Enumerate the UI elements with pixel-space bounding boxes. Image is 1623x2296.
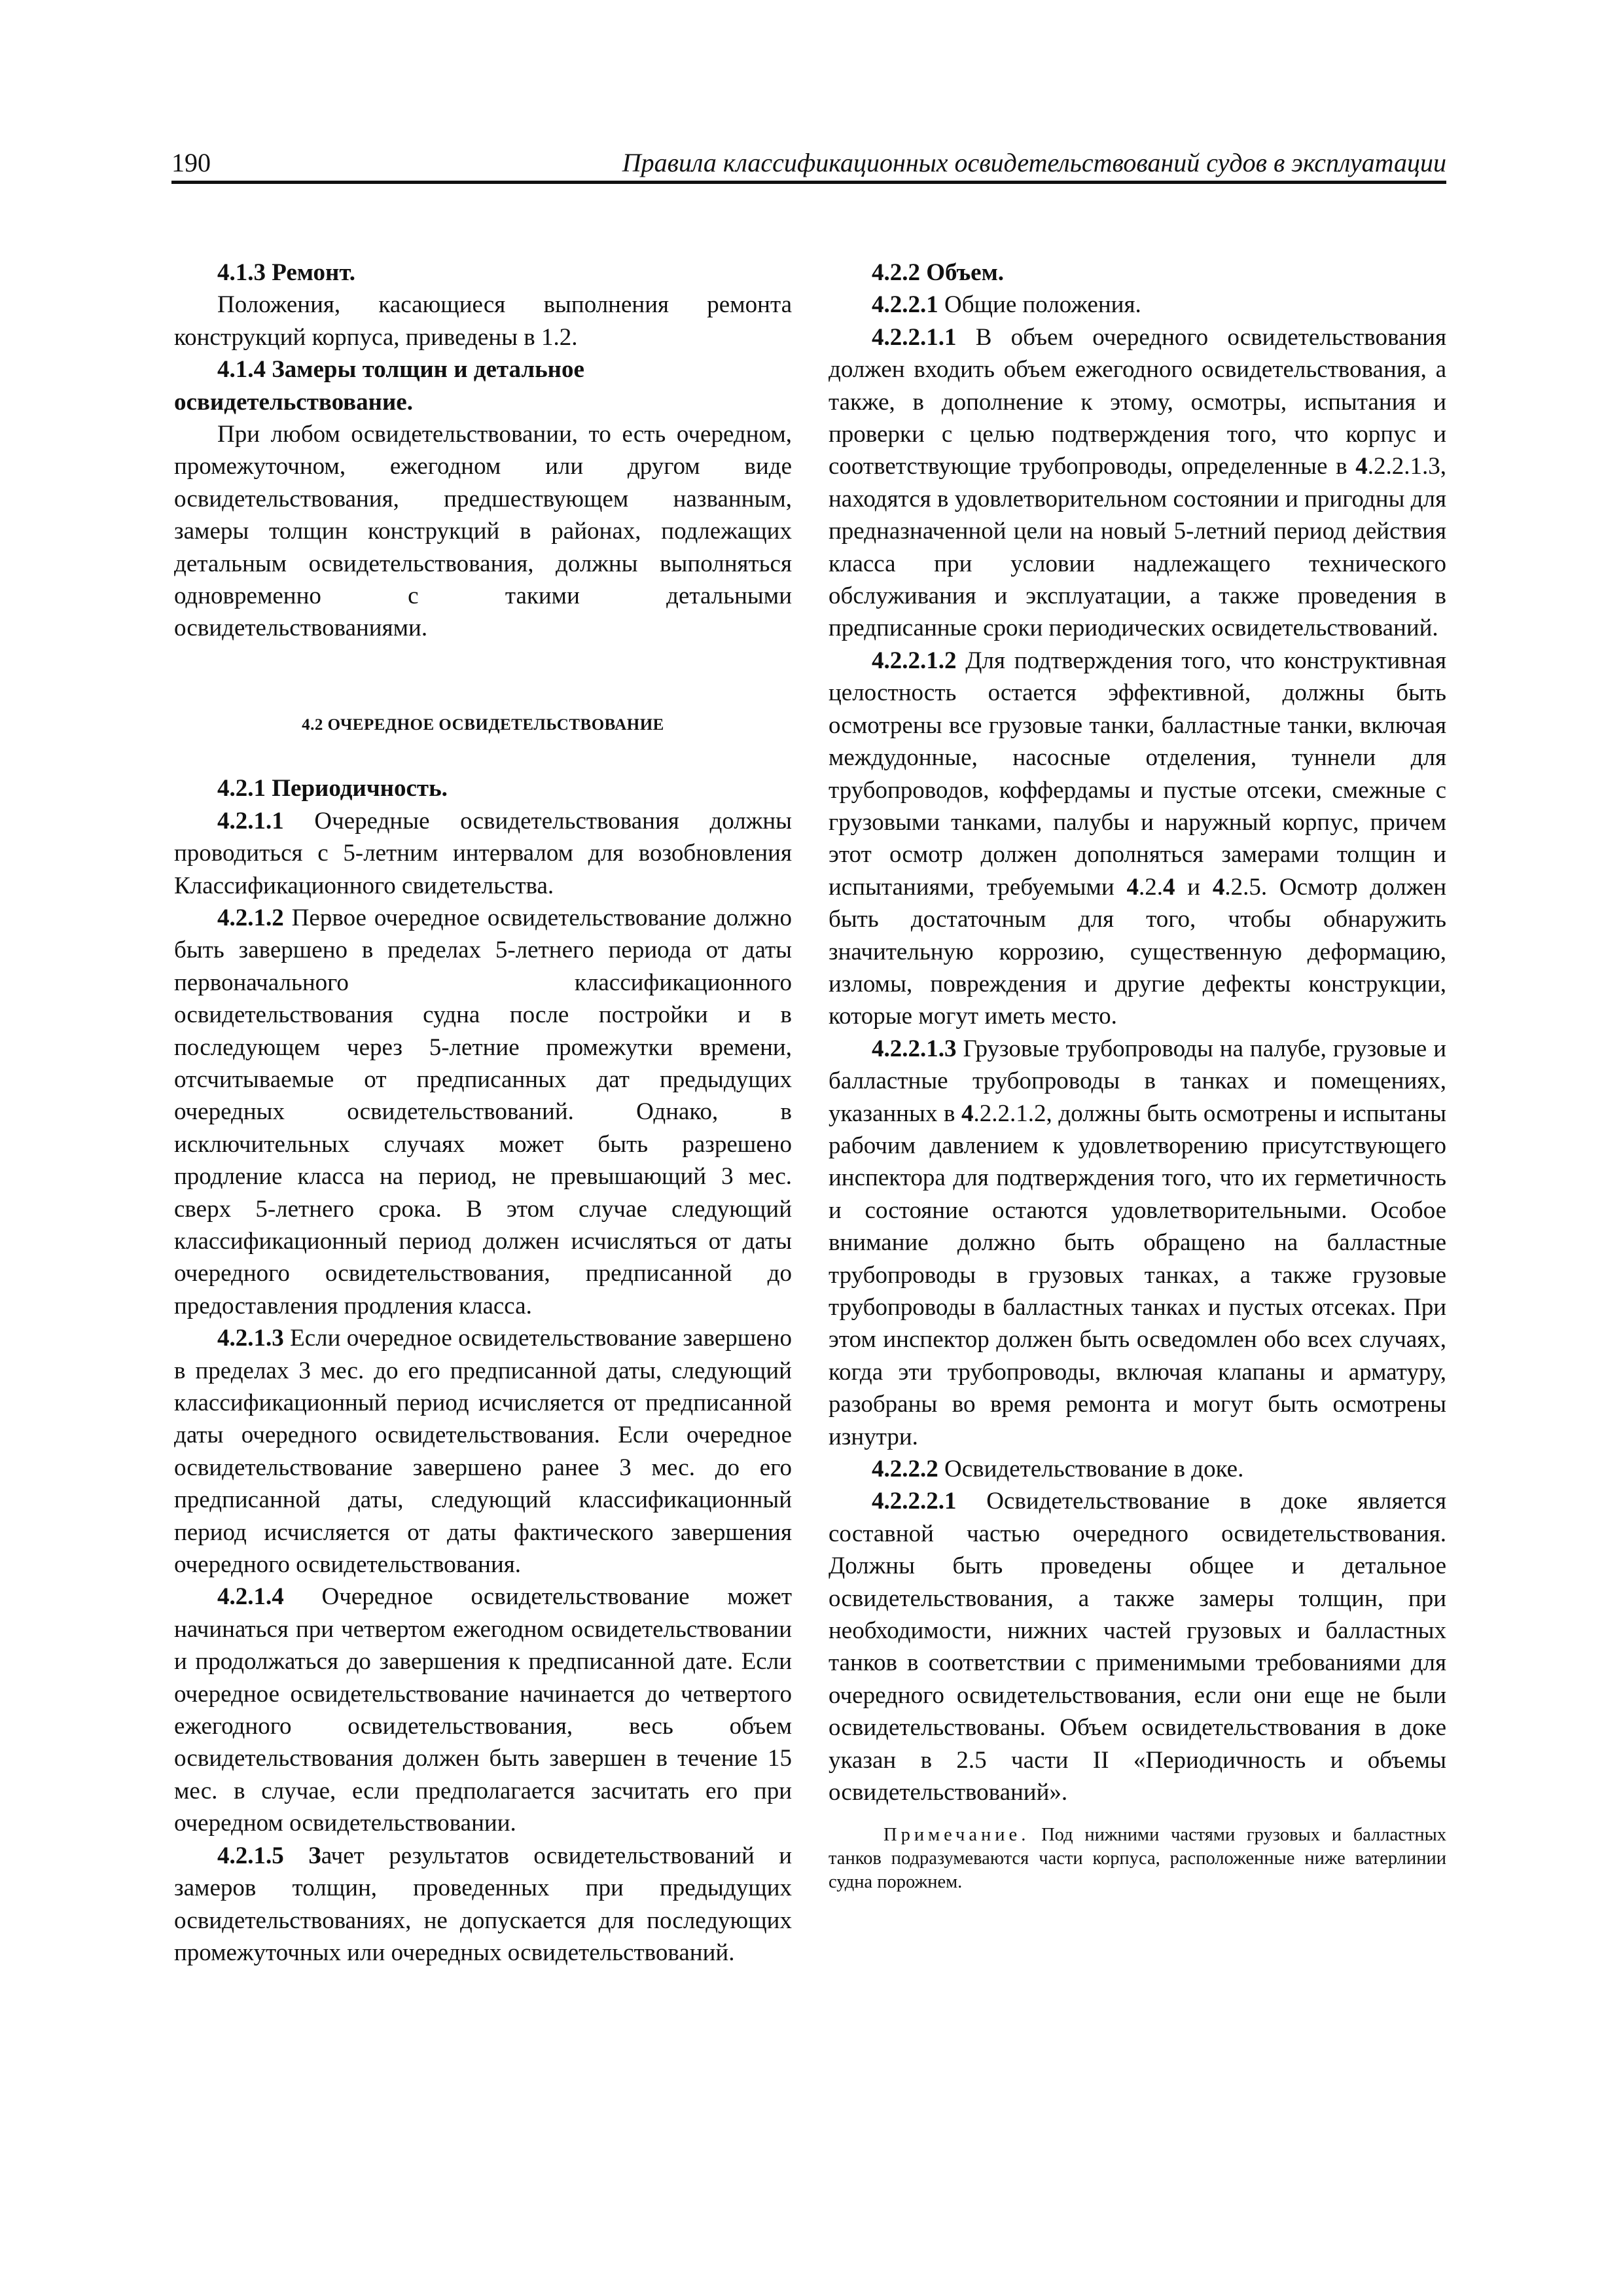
paragraph-4-2-2-2 <box>829 1453 1446 1485</box>
clause-number: 4.2.2.1 <box>872 291 938 319</box>
clause-text: Первое очередное освидетельствование должно быть завершено в пределах 5-летнего периода от даты первоначального классификационного освидетельствования судна после постройки и в последующем через 5-летние промежутки времени, отсчитываемые от предписанных дат предыдущих очередных освидетельствований. Однако, в исключительных случаях может быть разрешено продление класса на период, не превышающий 3 мес. сверх 5-летнего срока. В этом случае следующий классификационный период должен исчисляться от даты очередного освидетельствования, предписанной до предоставления продления класса. <box>174 904 792 1319</box>
heading-4-1-4: 4.1.4 Замеры толщин и детальное освидетельствование. <box>174 356 584 416</box>
clause-number: 4.2.2.1.2 <box>872 647 957 674</box>
page-number: 190 <box>171 148 211 177</box>
clause-text: Освидетельствование в доке является составной частью очередного освидетельствования. Должны быть проведены общее и детальное освидетельствования, а также замеры толщин, при необходимости, нижних частей грузовых и балластных танков в соответствии с применимыми требованиями для очередного освидетельствования, если они еще не были освидетельствованы. Объем освидетельствования в доке указан в 2.5 части II «Периодичность и объемы освидетельствований». <box>829 1488 1446 1806</box>
clause-number: 4.2.1.1 <box>217 807 284 834</box>
right-column <box>829 257 1446 1894</box>
note-label: Примечание. <box>883 1824 1030 1845</box>
ref-bold: 4 <box>961 1100 974 1127</box>
ref-rest: .2.2.1.3 <box>1367 453 1440 480</box>
spacer <box>174 741 792 772</box>
heading-4-2-1: 4.2.1 Периодичность. <box>217 775 448 802</box>
clause-text: Общие положения. <box>938 291 1141 319</box>
paragraph-4-2-1-5 <box>174 1840 792 1969</box>
left-column <box>174 257 792 1969</box>
note <box>829 1823 1446 1894</box>
heading-4-1-3: 4.1.3 Ремонт. <box>217 259 355 286</box>
clause-text: В объем очередного освидетельствования должен входить объем ежегодного освидетельствования, а также, в дополнение к этому, осмотры, испытания и проверки с целью подтверждения того, что корпус и соответствующие трубопроводы, определенные в <box>829 323 1446 480</box>
clause-text: Очередные освидетельствования должны проводиться с 5-летним интервалом для возобновления Классификационного свидетельства. <box>174 807 792 899</box>
ref-bold: 4 <box>1126 873 1139 901</box>
conjunction: и <box>1175 873 1213 901</box>
paragraph-4-2-2-2-1 <box>829 1485 1446 1808</box>
clause-text: ачет результатов освидетельствований и замеров толщин, проведенных при предыдущих освидетельствованиях, не допускается для последующих промежуточных или очередных освидетельствований. <box>174 1842 792 1966</box>
paragraph-4-2-1-3 <box>174 1322 792 1581</box>
clause-number: 4.2.1.5 З <box>217 1842 321 1869</box>
ref-rest: .2. <box>1138 873 1163 901</box>
ref-bold: 4 <box>1355 453 1368 480</box>
heading-4-2-2: 4.2.2 Объем. <box>872 259 1005 286</box>
spacer <box>174 645 792 709</box>
clause-number: 4.2.2.2 <box>872 1456 938 1483</box>
clause-number: 4.2.1.4 <box>217 1583 284 1611</box>
clause-text: Освидетельствование в доке. <box>938 1456 1244 1483</box>
ref-rest: .2.2.1.2 <box>973 1100 1046 1127</box>
paragraph-4-1-4: При любом освидетельствовании, то есть очередном, промежуточном, ежегодном или другом виде освидетельствования, предшествующем названным, замеры толщин конструкций в районах, подлежащих детальным освидетельствования, должны выполняться одновременно с такими детальными освидетельствованиями. <box>174 421 792 642</box>
paragraph-4-2-1-1 <box>174 805 792 902</box>
header-rule <box>171 181 1446 184</box>
ref-rest: .2.5 <box>1224 873 1261 901</box>
clause-number: 4.2.2.2.1 <box>872 1488 957 1515</box>
clause-text: Очередное освидетельствование может начинаться при четвертом ежегодном освидетельствовании и продолжаться до завершения к предписанной дате. Если очередное освидетельствование начинается до четвертого ежегодного освидетельствования, весь объем освидетельствования должен быть завершен в течение 15 мес. в случае, если предполагается засчитать его при очередном освидетельствовании. <box>174 1583 792 1837</box>
ref-bold: 4 <box>1212 873 1225 901</box>
paragraph-4-2-2-1-2 <box>829 645 1446 1033</box>
clause-text: , находятся в удовлетворительном состоянии и пригодны для предназначенной цели на новый 5-летний период действия класса при условии надлежащего технического обслуживания и эксплуатации, а также проведения в предписанные сроки периодических освидетельствований. <box>829 453 1446 642</box>
paragraph-4-2-1-4 <box>174 1581 792 1839</box>
clause-number: 4.2.2.1.1 <box>872 323 957 351</box>
paragraph-4-1-3: Положения, касающиеся выполнения ремонта конструкций корпуса, приведены в 1.2. <box>174 291 792 351</box>
paragraph-4-2-1-2 <box>174 902 792 1322</box>
clause-number: 4.2.1.2 <box>217 904 284 931</box>
clause-text: Грузовые трубопроводы на палубе, грузовые и балластные трубопроводы в танках и помещениях, указанных в <box>829 1035 1446 1127</box>
running-title: Правила классификационных освидетельствований судов в эксплуатации <box>622 148 1446 177</box>
clause-text: Для подтверждения того, что конструктивная целостность остается эффективной, должны быть осмотрены все грузовые танки, балластные танки, включая междудонные, насосные отделения, туннели для трубопроводов, коффердамы и пустые отсеки, смежные с грузовыми танками, палубы и наружный корпус, причем этот осмотр должен дополняться замерами толщин и испытаниями, требуемыми <box>829 647 1446 901</box>
clause-text: , должны быть осмотрены и испытаны рабочим давлением к удовлетворению присутствующего инспектора для подтверждения того, что их герметичность и состояние остаются удовлетворительными. Особое внимание должно быть обращено на балластные трубопроводы в грузовых танках, а также грузовые трубопроводы в балластных танках и пустых отсеках. При этом инспектор должен быть осведомлен обо всех случаях, когда эти трубопроводы, включая клапаны и арматуру, разобраны во время ремонта и могут быть осмотрены изнутри. <box>829 1100 1446 1450</box>
clause-number: 4.2.2.1.3 <box>872 1035 957 1062</box>
clause-number: 4.2.1.3 <box>217 1325 284 1352</box>
note-text: Под нижними частями грузовых и балластных танков подразумеваются части корпуса, расположенные ниже ватерлинии судна порожнем. <box>829 1824 1446 1892</box>
paragraph-4-2-2-1-3 <box>829 1033 1446 1453</box>
ref-bold: 4 <box>1162 873 1175 901</box>
paragraph-4-2-2-1 <box>829 289 1446 321</box>
clause-text: . Осмотр должен быть достаточным для того, чтобы обнаружить значительную коррозию, существенную деформацию, изломы, повреждения и другие дефекты конструкции, которые могут иметь место. <box>829 873 1446 1030</box>
clause-text: Если очередное освидетельствование завершено в пределах 3 мес. до его предписанной даты, следующий классификационный период исчисляется от предписанной даты очередного освидетельствования. Если очередное освидетельствование завершено ранее 3 мес. до его предписанной даты, следующий классификационный период исчисляется от даты фактического завершения очередного освидетельствования. <box>174 1325 792 1579</box>
section-title-4-2: 4.2 ОЧЕРЕДНОЕ ОСВИДЕТЕЛЬСТВОВАНИЕ <box>302 715 664 734</box>
paragraph-4-2-2-1-1 <box>829 321 1446 645</box>
running-header <box>171 143 1446 183</box>
